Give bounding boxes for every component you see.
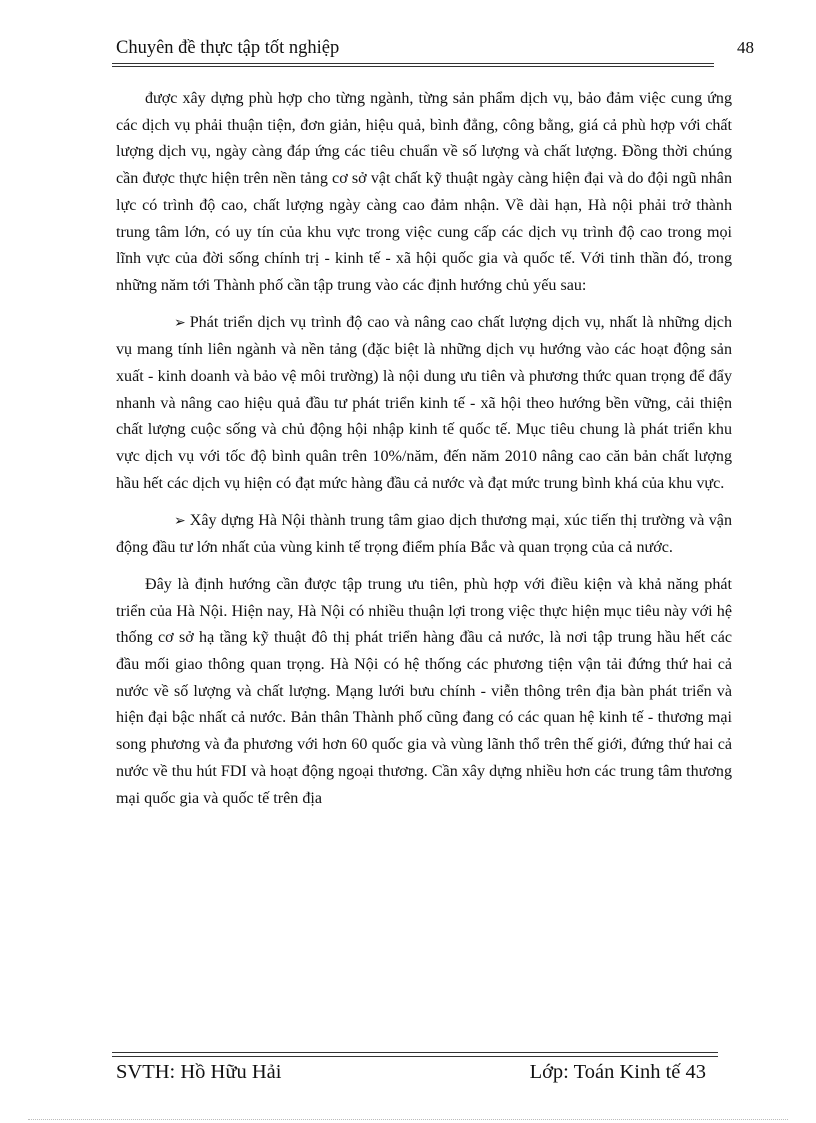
footer-class: Lớp: Toán Kinh tế 43 [529, 1061, 706, 1083]
footer-rule-double [112, 1052, 718, 1053]
bullet-text: Phát triển dịch vụ trình độ cao và nâng cao chất lượng dịch vụ, nhất là những dịch vụ mang tính liên ngành và nền tảng (đặc biệt là những dịch vụ hướng vào các hoạt động sản xuất - kinh doanh và bảo vệ môi trường) là nội dung ưu tiên và phương thức quan trọng để đẩy nhanh và nâng cao hiệu quả đầu tư phát triển kinh tế - xã hội theo hướng bền vững, cải thiện chất lượng cuộc sống và chủ động hội nhập kinh tế quốc tế. Mục tiêu chung là phát triển khu vực dịch vụ với tốc độ bình quân trên 10%/năm, đến năm 2010 nâng cao căn bản chất lượng hầu hết các dịch vụ hiện có đạt mức hàng đầu cả nước và đạt mức trung bình khá của khu vực. [116, 313, 732, 492]
bullet-paragraph [116, 310, 732, 498]
header-title: Chuyên đề thực tập tốt nghiệp [116, 38, 340, 58]
document-body [116, 86, 732, 812]
arrow-bullet-icon: ➢ [174, 513, 186, 529]
arrow-bullet-icon: ➢ [174, 315, 186, 331]
bullet-text: Xây dựng Hà Nội thành trung tâm giao dịch thương mại, xúc tiến thị trường và vận động đầu tư lớn nhất của vùng kinh tế trọng điểm phía Bắc và quan trọng của cả nước. [116, 511, 732, 557]
page-header [116, 38, 754, 66]
header-rule [112, 63, 714, 64]
bottom-dotted-line [28, 1119, 788, 1120]
paragraph-body: Đây là định hướng cần được tập trung ưu tiên, phù hợp với điều kiện và khả năng phát triển của Hà Nội. Hiện nay, Hà Nội có nhiều thuận lợi trong việc thực hiện mục tiêu này với hệ thống cơ sở hạ tầng kỹ thuật đô thị phát triển hàng đầu cả nước, là nơi tập trung hầu hết các đầu mối giao thông quan trọng. Hà Nội có hệ thống các phương tiện vận tải đứng thứ hai cả nước về số lượng và chất lượng. Mạng lưới bưu chính - viễn thông trên địa bàn phát triển và hiện đại bậc nhất cả nước. Bản thân Thành phố cũng đang có các quan hệ kinh tế - thương mại song phương và đa phương với hơn 60 quốc gia và vùng lãnh thổ trên thế giới, đứng thứ hai cả nước về thu hút FDI và hoạt động ngoại thương. Cần xây dựng nhiều hơn các trung tâm thương mại quốc gia và quốc tế trên địa [116, 575, 732, 807]
header-rule-double [112, 66, 714, 67]
page-number: 48 [737, 38, 754, 57]
footer-rule [112, 1056, 718, 1057]
paragraph-intro: được xây dựng phù hợp cho từng ngành, từng sản phẩm dịch vụ, bảo đảm việc cung ứng các dịch vụ phải thuận tiện, đơn giản, hiệu quả, bình đẳng, công bằng, giá cả phù hợp với chất lượng dịch vụ, ngày càng đáp ứng các tiêu chuẩn về số lượng và chất lượng. Đồng thời chúng cần được thực hiện trên nền tảng cơ sở vật chất kỹ thuật ngày càng hiện đại và do đội ngũ nhân lực có trình độ cao, chất lượng ngày càng cao đảm nhận. Về dài hạn, Hà nội phải trở thành trung tâm lớn, có uy tín của khu vực trong việc cung cấp các dịch vụ trình độ cao trong mọi lĩnh vực của đời sống chính trị - kinh tế - xã hội quốc gia và quốc tế. Với tinh thần đó, trong những năm tới Thành phố cần tập trung vào các định hướng chủ yếu sau: [116, 90, 732, 294]
footer-student: SVTH: Hồ Hữu Hải [116, 1061, 282, 1083]
bullet-paragraph [116, 508, 732, 562]
page-footer [116, 1061, 706, 1087]
